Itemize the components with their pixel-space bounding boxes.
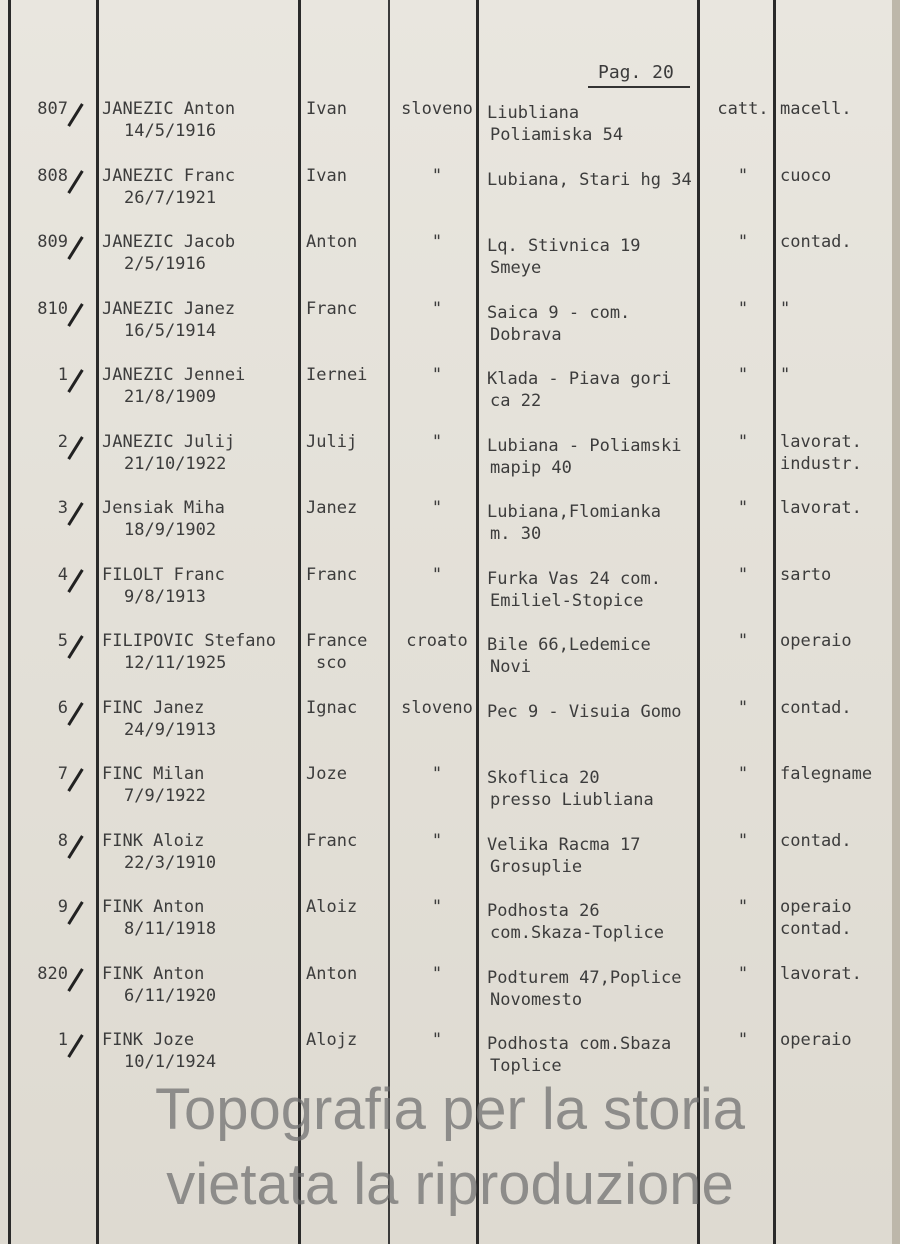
person-name: JANEZIC Anton — [102, 99, 236, 119]
father-name: Janez — [306, 498, 358, 518]
profession: contad. — [780, 830, 852, 851]
person-name: FINC Milan — [102, 764, 205, 784]
religion: " — [737, 1030, 749, 1050]
person-name: FINK Anton — [102, 963, 205, 984]
check-mark — [67, 236, 83, 260]
table-row — [0, 630, 900, 696]
entry-number: 7 — [57, 764, 68, 784]
father-name: Anton — [306, 232, 358, 252]
address-line-1: Lq. Stivnica 19 — [487, 236, 641, 256]
check-mark — [67, 968, 83, 992]
address-line-2: Grosuplie — [490, 856, 583, 877]
profession-line-2: contad. — [780, 919, 852, 939]
address-line-1: Podturem 47,Poplice — [487, 967, 682, 988]
profession: " — [780, 298, 791, 319]
person-name: JANEZIC Janez — [102, 298, 236, 319]
person-name: JANEZIC Franc — [102, 165, 236, 186]
entry-number: 6 — [57, 697, 68, 718]
check-mark — [67, 635, 83, 659]
address-line-2: Novi — [490, 657, 531, 677]
check-mark — [67, 303, 83, 327]
address-line-2: m. 30 — [490, 524, 542, 544]
father-name: France — [306, 631, 368, 651]
nationality: " — [431, 431, 443, 452]
birth-date: 9/8/1913 — [124, 586, 206, 607]
table-row — [0, 298, 900, 364]
birth-date: 16/5/1914 — [124, 320, 217, 341]
birth-date: 21/8/1909 — [124, 387, 217, 407]
address-line-2: presso Liubliana — [490, 790, 654, 810]
person-name: FILIPOVIC Stefano — [102, 631, 276, 651]
address-line-2: mapip 40 — [490, 457, 572, 478]
entry-number: 9 — [57, 897, 68, 917]
entry-number: 809 — [37, 232, 68, 252]
nationality: " — [431, 830, 443, 851]
check-mark — [67, 702, 83, 726]
father-name: Iernei — [306, 365, 368, 385]
profession-line-2: industr. — [780, 453, 862, 474]
table-row — [0, 497, 900, 563]
table-row — [0, 165, 900, 231]
address-line-1: Podhosta com.Sbaza — [487, 1034, 672, 1054]
profession: falegname — [780, 764, 873, 784]
nationality: " — [431, 564, 443, 585]
religion: " — [737, 963, 749, 984]
father-name: Alojz — [306, 1030, 358, 1050]
entry-number: 1 — [57, 365, 68, 385]
father-name: Anton — [306, 963, 358, 984]
nationality: " — [431, 165, 443, 186]
address-line-1: Lubiana - Poliamski — [487, 435, 682, 456]
birth-date: 8/11/1918 — [124, 919, 217, 939]
father-name: Aloiz — [306, 897, 358, 917]
entry-number: 4 — [57, 564, 68, 585]
check-mark — [67, 436, 83, 460]
address-line-2: Novomesto — [490, 989, 583, 1010]
religion: " — [737, 365, 749, 385]
religion: " — [737, 498, 749, 518]
address-line-2: Smeye — [490, 258, 542, 278]
table-row — [0, 564, 900, 630]
address-line-2: Emiliel-Stopice — [490, 590, 644, 611]
address-line-1: Liubliana — [487, 103, 580, 123]
religion: " — [737, 564, 749, 585]
watermark-line-1: Topografia per la storia — [155, 1077, 745, 1142]
table-row — [0, 98, 900, 164]
profession: contad. — [780, 697, 852, 718]
person-name: FINK Joze — [102, 1030, 195, 1050]
religion: " — [737, 232, 749, 252]
religion: " — [737, 165, 749, 186]
entry-number: 8 — [57, 830, 68, 851]
table-row — [0, 364, 900, 430]
address-line-1: Podhosta 26 — [487, 901, 600, 921]
address-line-1: Velika Racma 17 — [487, 834, 641, 855]
father-name: Julij — [306, 431, 358, 452]
table-row — [0, 763, 900, 829]
check-mark — [67, 569, 83, 593]
person-name: FILOLT Franc — [102, 564, 225, 585]
profession: contad. — [780, 232, 852, 252]
entry-number: 2 — [57, 431, 68, 452]
table-row — [0, 431, 900, 497]
religion: catt. — [717, 99, 769, 119]
religion: " — [737, 431, 749, 452]
birth-date: 14/5/1916 — [124, 121, 217, 141]
address-line-1: Pec 9 - Visuia Gomo — [487, 701, 682, 722]
religion: " — [737, 830, 749, 851]
religion: " — [737, 631, 749, 651]
entry-number: 810 — [37, 298, 68, 319]
father-name: Joze — [306, 764, 347, 784]
nationality: " — [431, 897, 443, 917]
entry-number: 3 — [57, 498, 68, 518]
address-line-2: com.Skaza-Toplice — [490, 923, 664, 943]
birth-date: 2/5/1916 — [124, 254, 206, 274]
address-line-1: Lubiana,Flomianka — [487, 502, 661, 522]
birth-date: 21/10/1922 — [124, 453, 227, 474]
birth-date: 7/9/1922 — [124, 786, 206, 806]
entry-number: 808 — [37, 165, 68, 186]
check-mark — [67, 502, 83, 526]
profession: lavorat. — [780, 431, 862, 452]
nationality: " — [431, 1030, 443, 1050]
religion: " — [737, 897, 749, 917]
profession: sarto — [780, 564, 832, 585]
watermark-line-2: vietata la riproduzione — [166, 1152, 734, 1217]
nationality: " — [431, 232, 443, 252]
address-line-1: Bile 66,Ledemice — [487, 635, 651, 655]
religion: " — [737, 298, 749, 319]
profession: macell. — [780, 99, 852, 119]
nationality: sloveno — [401, 99, 473, 119]
table-row — [0, 697, 900, 763]
birth-date: 18/9/1902 — [124, 520, 217, 540]
nationality: " — [431, 298, 443, 319]
father-name: Franc — [306, 298, 358, 319]
check-mark — [67, 1034, 83, 1058]
father-name: Ivan — [306, 99, 347, 119]
father-name: Franc — [306, 564, 358, 585]
father-name: Ivan — [306, 165, 347, 186]
check-mark — [67, 835, 83, 859]
nationality: sloveno — [401, 697, 473, 718]
nationality: " — [431, 963, 443, 984]
address-line-1: Lubiana, Stari hg 34 — [487, 169, 692, 190]
nationality: " — [431, 365, 443, 385]
address-line-2: Dobrava — [490, 324, 562, 345]
birth-date: 26/7/1921 — [124, 187, 217, 208]
address-line-1: Furka Vas 24 com. — [487, 568, 661, 589]
nationality: " — [431, 498, 443, 518]
profession: lavorat. — [780, 498, 862, 518]
father-name: Ignac — [306, 697, 358, 718]
page-number: Pag. 20 — [598, 62, 674, 83]
person-name: JANEZIC Jacob — [102, 232, 236, 252]
address-line-1: Klada - Piava gori — [487, 369, 672, 389]
profession: operaio — [780, 1030, 852, 1050]
profession: " — [780, 365, 791, 385]
table-row — [0, 231, 900, 297]
profession: operaio — [780, 631, 852, 651]
person-name: FINC Janez — [102, 697, 205, 718]
address-line-1: Saica 9 - com. — [487, 302, 631, 323]
check-mark — [67, 901, 83, 925]
check-mark — [67, 768, 83, 792]
person-name: FINK Anton — [102, 897, 205, 917]
check-mark — [67, 170, 83, 194]
birth-date: 22/3/1910 — [124, 852, 217, 873]
table-row — [0, 963, 900, 1029]
father-name: Franc — [306, 830, 358, 851]
birth-date: 10/1/1924 — [124, 1052, 217, 1072]
father-name-cont: sco — [316, 653, 347, 673]
address-line-2: ca 22 — [490, 391, 542, 411]
table-row — [0, 830, 900, 896]
entry-number: 820 — [37, 963, 68, 984]
entry-number: 807 — [37, 99, 68, 119]
check-mark — [67, 369, 83, 393]
birth-date: 24/9/1913 — [124, 719, 217, 740]
person-name: JANEZIC Julij — [102, 431, 236, 452]
religion: " — [737, 697, 749, 718]
profession: cuoco — [780, 165, 832, 186]
person-name: JANEZIC Jennei — [102, 365, 246, 385]
address-line-2: Poliamiska 54 — [490, 125, 624, 145]
birth-date: 6/11/1920 — [124, 985, 217, 1006]
nationality: croato — [406, 631, 468, 651]
birth-date: 12/11/1925 — [124, 653, 227, 673]
person-name: Jensiak Miha — [102, 498, 225, 518]
check-mark — [67, 103, 83, 127]
entry-number: 5 — [57, 631, 68, 651]
address-line-1: Skoflica 20 — [487, 768, 600, 788]
entry-number: 1 — [57, 1030, 68, 1050]
person-name: FINK Aloiz — [102, 830, 205, 851]
religion: " — [737, 764, 749, 784]
nationality: " — [431, 764, 443, 784]
address-line-2: Toplice — [490, 1056, 562, 1076]
page-number-underline — [588, 86, 690, 88]
profession: operaio — [780, 897, 852, 917]
table-row — [0, 896, 900, 962]
profession: lavorat. — [780, 963, 862, 984]
